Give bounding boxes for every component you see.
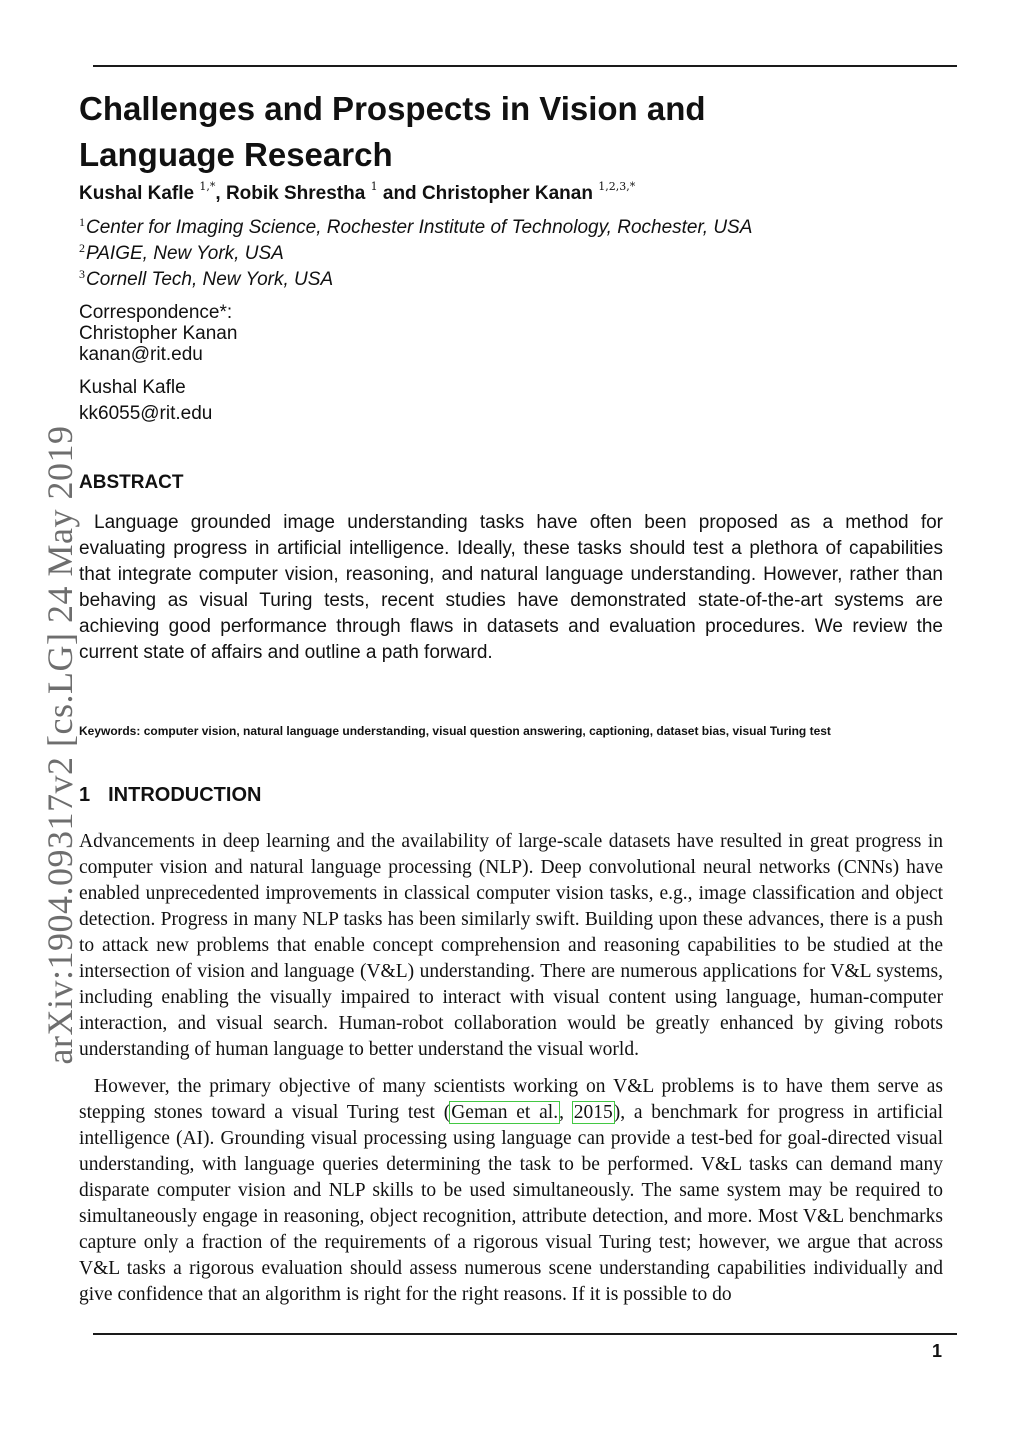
keywords-label: Keywords:	[79, 724, 141, 738]
keywords-text: computer vision, natural language understanding, visual question answering, captioning, dataset bias, visual Turing test	[140, 724, 831, 738]
author-separator: ,	[215, 183, 226, 204]
author-superscript: 1,*	[199, 180, 216, 193]
section-heading	[79, 784, 261, 807]
secondary-contact-email[interactable]: kk6055@rit.edu	[79, 403, 213, 424]
arxiv-identifier-stamp[interactable]: arXiv:1904.09317v2 [cs.LG] 24 May 2019	[40, 425, 80, 1065]
affiliation	[79, 269, 333, 291]
section-title: INTRODUCTION	[108, 784, 262, 806]
affiliation	[79, 243, 284, 265]
abstract-body: Language grounded image understanding tasks have often been proposed as a method for evaluating progress in artificial intelligence. Ideally, these tasks should test a plethora of capabilities that integrate computer vision, reasoning, and natural language understanding. However, rather than behaving as visual Turing tests, recent studies have demonstrated state-of-the-art systems are achieving good performance through flaws in datasets and evaluation procedures. We review the current state of affairs and outline a path forward.	[79, 512, 943, 663]
affiliation-text: Cornell Tech, New York, USA	[86, 269, 334, 290]
paper-title: Challenges and Prospects in Vision and Language Research	[79, 90, 706, 173]
correspondence-email[interactable]: kanan@rit.edu	[79, 344, 203, 365]
paragraph-text: ), a benchmark for progress in artificial intelligence (AI). Grounding visual processing using language can provide a test-bed for goal-directed visual understanding, with language queries determining the task to be performed. V&L tasks can demand many disparate computer vision and NLP skills to be used simultaneously. The same system may be required to simultaneously engage in reasoning, object recognition, attribute detection, and more. Most V&L benchmarks capture only a fraction of the requirements of a rigorous visual Turing test; however, we argue that across V&L tasks a rigorous evaluation should assess numerous scene understanding capabilities individually and give confidence that an algorithm is right for the right reasons. If it is possible to do	[79, 1102, 944, 1305]
author-list	[79, 180, 636, 205]
affiliation	[79, 217, 752, 239]
intro-paragraph: Advancements in deep learning and the availability of large-scale datasets have resulted in great progress in computer vision and natural language processing (NLP). Deep convolutional neural networks (CNNs) have enabled unprecedented improvements in classical computer vision tasks, e.g., image classification and object detection. Progress in many NLP tasks has been similarly swift. Building upon these advances, there is a push to attack new problems that enable concept comprehension and reasoning capabilities to be studied at the intersection of vision and language (V&L) understanding. There are numerous applications for V&L systems, including enabling the visually impaired to interact with visual content using language, human-computer interaction, and visual search. Human-robot collaboration would be greatly enhanced by giving robots understanding of human language to better understand the visual world.	[79, 831, 943, 1060]
author-name: Christopher Kanan	[421, 183, 593, 204]
correspondence-label: Correspondence*:	[79, 302, 233, 323]
citation-link-author[interactable]: Geman et al.	[451, 1102, 559, 1123]
affiliation-number: 2	[79, 241, 85, 255]
abstract-heading: ABSTRACT	[79, 472, 184, 493]
header-rule	[93, 65, 957, 67]
author-separator: and	[377, 183, 422, 204]
affiliation-number: 1	[79, 215, 85, 229]
affiliation-text: PAIGE, New York, USA	[86, 243, 284, 264]
secondary-contact-name: Kushal Kafle	[79, 377, 186, 398]
citation-link-year[interactable]: 2015	[573, 1102, 613, 1123]
citation-separator: ,	[559, 1102, 573, 1123]
footer-rule	[93, 1333, 957, 1335]
author-name: Kushal Kafle	[79, 183, 195, 204]
page-number: 1	[931, 1341, 942, 1361]
section-number: 1	[79, 784, 91, 806]
affiliation-text: Center for Imaging Science, Rochester Institute of Technology, Rochester, USA	[86, 217, 753, 238]
correspondence-name: Christopher Kanan	[79, 323, 238, 344]
affiliation-number: 3	[79, 267, 85, 281]
author-superscript: 1,2,3,*	[598, 180, 636, 193]
keywords-line	[79, 724, 949, 738]
author-name: Robik Shrestha	[225, 183, 366, 204]
author-superscript: 1	[370, 180, 378, 193]
intro-paragraph	[79, 1074, 943, 1308]
paragraph-text: However, the primary objective of many scientists working on V&L problems is to have them serve as stepping stones toward a visual Turing test (	[79, 1076, 943, 1123]
